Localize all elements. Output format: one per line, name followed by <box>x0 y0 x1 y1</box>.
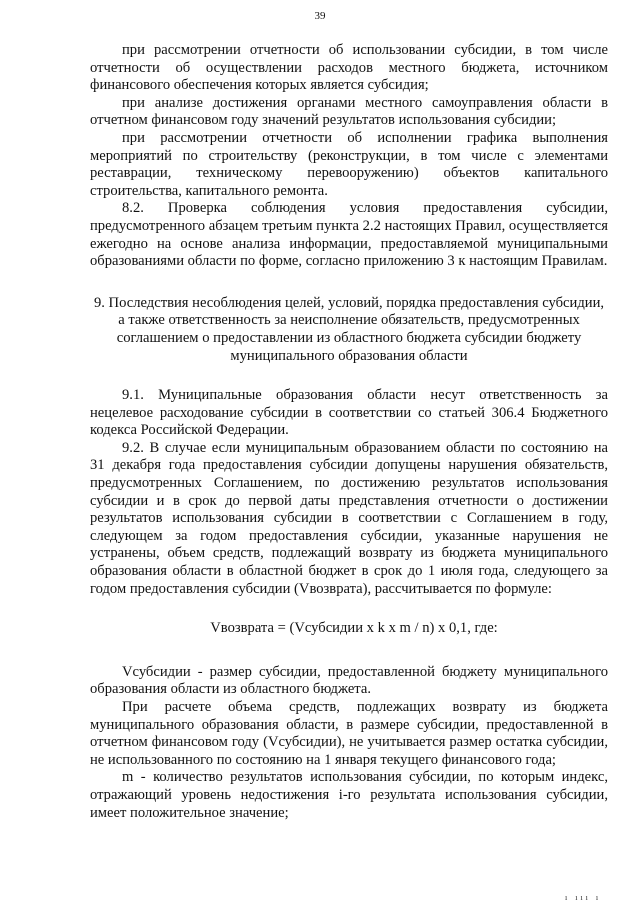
section-heading: 9. Последствия несоблюдения целей, условий, порядка предоставления субсидии, а также ответственность за неисполнение обязательств, предусмотренных соглашением о предоставлении из областного бюджета субсидии бюджету муниципального образования области <box>93 294 605 364</box>
paragraph-9-2: 9.2. В случае если муниципальным образованием области по состоянию на 31 декабря года предоставления субсидии допущены нарушения обязательств, предусмотренных Соглашением, по достижению результатов использования субсидии и в срок до первой даты представления отчетности о достижении результатов использования субсидии в соответствии с Соглашением в году, следующем за годом предоставления субсидии, указанные нарушения не устранены, объем средств, подлежащий возврату из бюджета муниципального образования области в областной бюджет в срок до 1 июля года, следующего за годом предоставления субсидии (Vвозврата), рассчитывается по формуле: <box>90 439 608 597</box>
paragraph-9-1: 9.1. Муниципальные образования области несут ответственность за нецелевое расходование субсидии в соответствии со статьей 306.4 Бюджетного кодекса Российской Федерации. <box>90 387 608 439</box>
paragraph-8-2: 8.2. Проверка соблюдения условия предоставления субсидии, предусмотренного абзацем третьим пункта 2.2 настоящих Правил, осуществляется ежегодно на основе анализа информации, предоставляемой муниципальными образованиями области по форме, согласно приложению 3 к настоящим Правилам. <box>90 200 608 270</box>
paragraph: m - количество результатов использования субсидии, по которым индекс, отражающий уровень недостижения i-го результата использования субсидии, имеет положительное значение; <box>90 769 608 821</box>
page-number: 39 <box>314 10 326 22</box>
paragraph: при рассмотрении отчетности об использовании субсидии, в том числе отчетности об осуществлении расходов местного бюджета, источником финансового обеспечения которых является субсидия; <box>90 42 608 94</box>
formula: Vвозврата = (Vсубсидии x k x m / n) x 0,1, где: <box>210 620 498 637</box>
paragraph: При расчете объема средств, подлежащих возврату из бюджета муниципального образования области, в размере субсидии, предоставленной в отчетном финансовом году (Vсубсидии), не учитывается размер остатка субсидии, не использованного по состоянию на 1 января текущего финансового года; <box>90 699 608 768</box>
paragraph: Vсубсидии - размер субсидии, предоставленной бюджету муниципального образования области из областного бюджета. <box>90 663 608 698</box>
document-body <box>90 42 608 822</box>
footer-marks: ı ııı ı <box>565 893 602 902</box>
paragraph: при рассмотрении отчетности об исполнении графика выполнения мероприятий по строительству (реконструкции, в том числе с элементами реставрации, техническому перевооружению) объектов капитального строительства, капитального ремонта. <box>90 129 608 199</box>
paragraph: при анализе достижения органами местного самоуправления области в отчетном финансовом году значений результатов использования субсидии; <box>90 94 608 129</box>
